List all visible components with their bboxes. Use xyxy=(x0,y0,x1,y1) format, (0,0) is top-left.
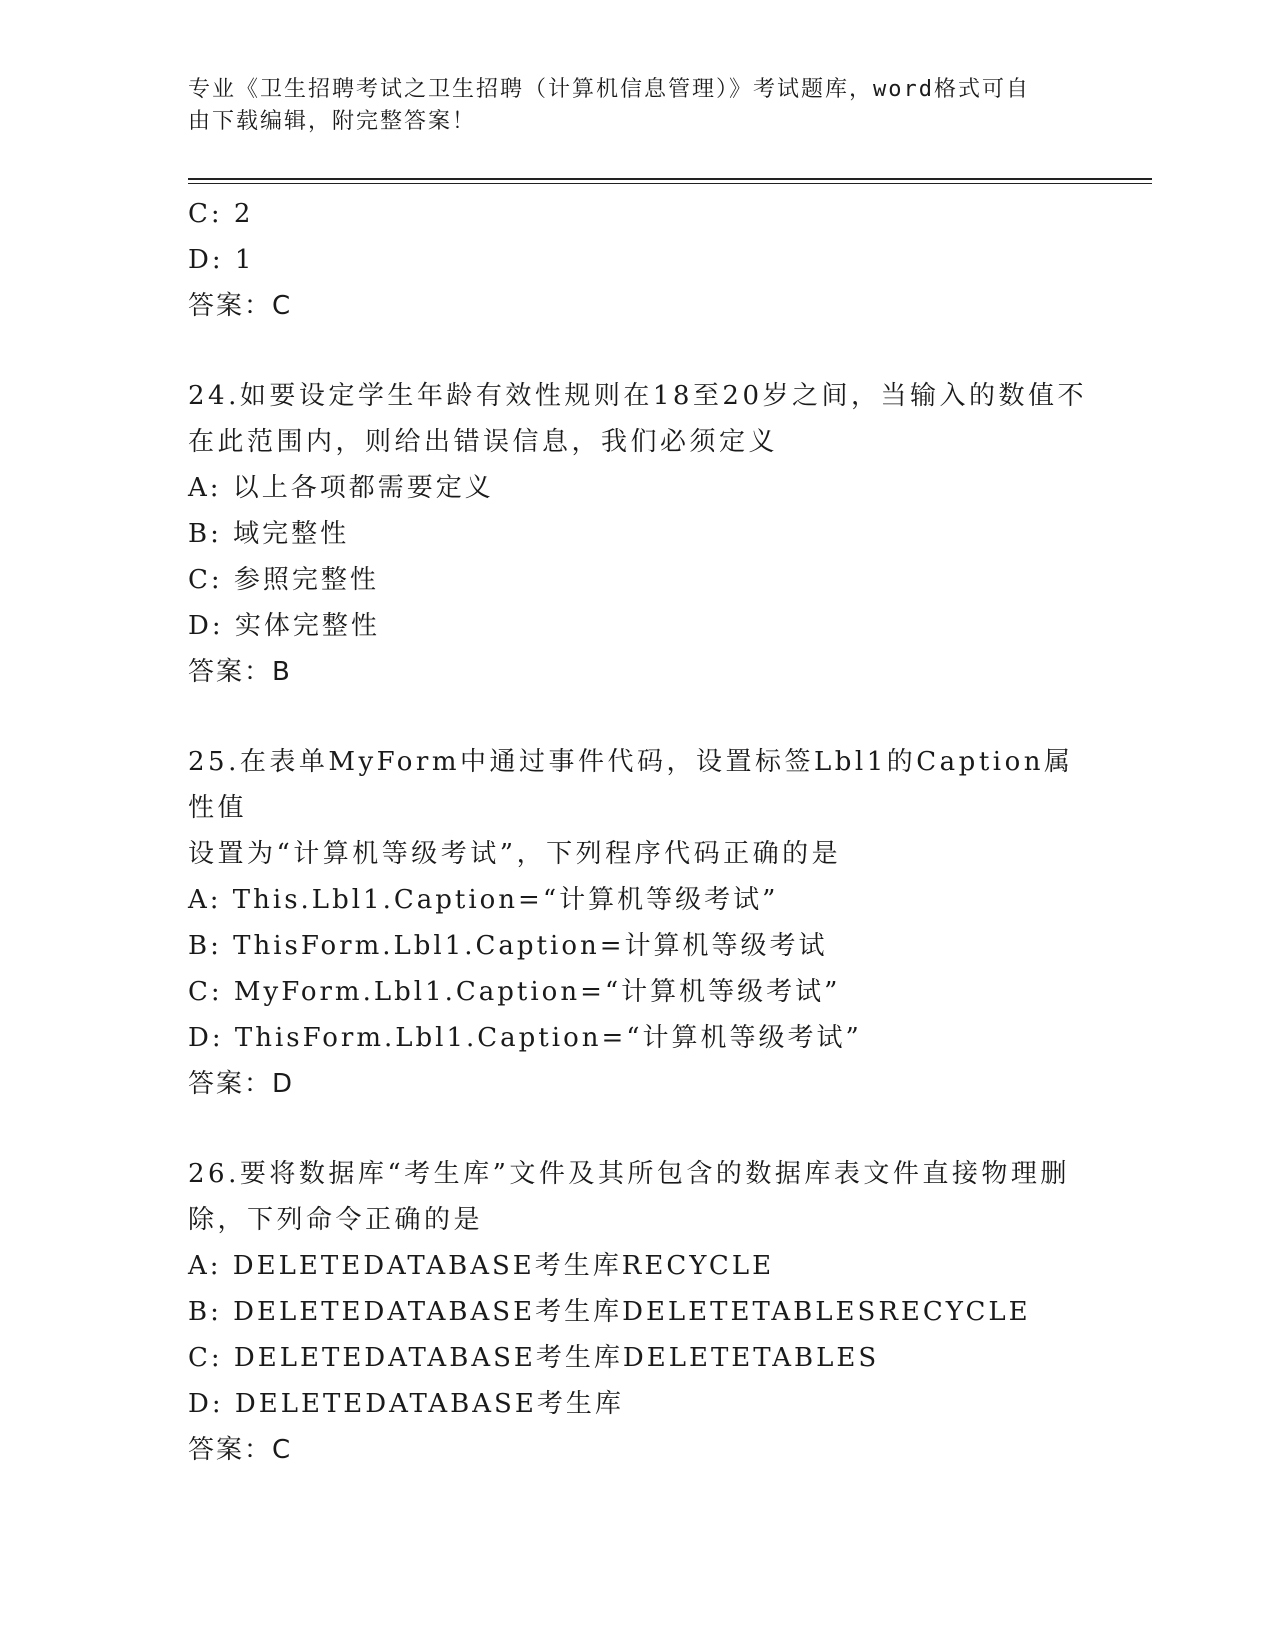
option-c: C: 参照完整性 xyxy=(188,565,379,595)
header-title-line-2: 由下载编辑，附完整答案！ xyxy=(188,109,477,134)
option-a: A: DELETEDATABASE考生库RECYCLE xyxy=(188,1251,775,1281)
option-d: D: ThisForm.Lbl1.Caption=“计算机等级考试” xyxy=(188,1023,862,1053)
option-a: A: This.Lbl1.Caption=“计算机等级考试” xyxy=(188,885,779,915)
question-stem-line-2: 在此范围内，则给出错误信息，我们必须定义 xyxy=(188,427,779,457)
header-divider-thick xyxy=(188,178,1152,180)
option-d: D: 1 xyxy=(188,245,255,275)
question-stem-line-1: 25.在表单MyForm中通过事件代码，设置标签Lbl1的Caption属性值 xyxy=(188,747,1074,823)
option-d: D: DELETEDATABASE考生库 xyxy=(188,1389,624,1419)
option-c: C: 2 xyxy=(188,199,254,229)
question-spacer xyxy=(188,329,1088,373)
answer-label: 答案：B xyxy=(188,657,292,687)
header-title-line-1: 专业《卫生招聘考试之卫生招聘（计算机信息管理）》考试题库，word格式可自 xyxy=(188,77,1030,102)
header-divider-thin xyxy=(188,183,1152,184)
answer-label: 答案：C xyxy=(188,291,293,321)
option-b: B: 域完整性 xyxy=(188,519,350,549)
answer-label: 答案：D xyxy=(188,1069,295,1099)
answer-label: 答案：C xyxy=(188,1435,293,1465)
option-c: C: MyForm.Lbl1.Caption=“计算机等级考试” xyxy=(188,977,841,1007)
question-stem-line-1: 26.要将数据库“考生库”文件及其所包含的数据库表文件直接物理删 xyxy=(188,1159,1070,1189)
option-b: B: DELETEDATABASE考生库DELETETABLESRECYCLE xyxy=(188,1297,1031,1327)
question-list xyxy=(188,191,1088,1473)
option-c: C: DELETEDATABASE考生库DELETETABLES xyxy=(188,1343,880,1373)
question-stem-line-2: 除，下列命令正确的是 xyxy=(188,1205,484,1235)
option-d: D: 实体完整性 xyxy=(188,611,380,641)
question-spacer xyxy=(188,695,1088,739)
option-a: A: 以上各项都需要定义 xyxy=(188,473,494,503)
document-header xyxy=(188,74,1068,138)
question-stem-line-1: 24.如要设定学生年龄有效性规则在18至20岁之间，当输入的数值不 xyxy=(188,381,1088,411)
question-stem-line-2: 设置为“计算机等级考试”，下列程序代码正确的是 xyxy=(188,839,842,869)
question-spacer xyxy=(188,1107,1088,1151)
question-block-25 xyxy=(188,739,1088,1107)
question-block-24 xyxy=(188,373,1088,695)
question-block-26 xyxy=(188,1151,1088,1473)
question-block-23-tail xyxy=(188,191,1088,329)
option-b: B: ThisForm.Lbl1.Caption=计算机等级考试 xyxy=(188,931,828,961)
